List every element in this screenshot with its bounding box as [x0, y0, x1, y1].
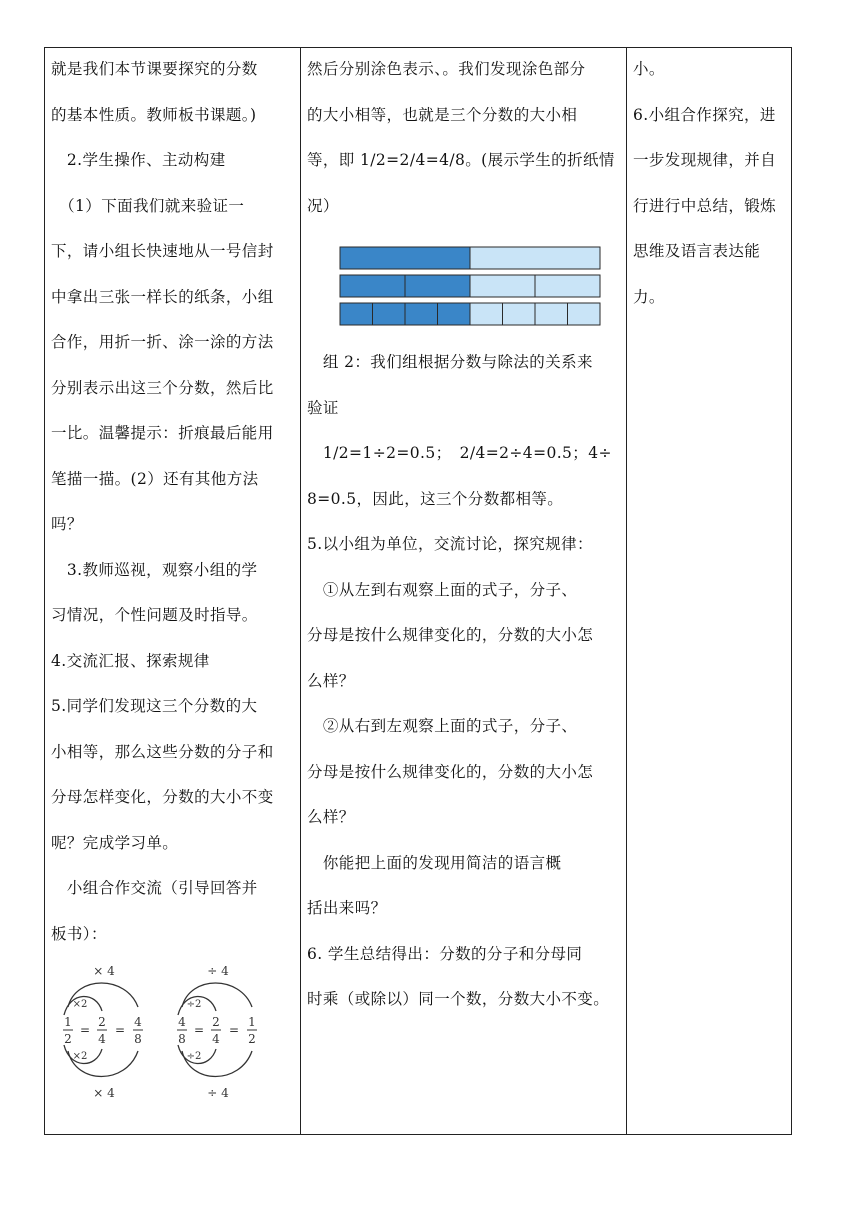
numerator: 1 [248, 1015, 256, 1029]
text-line: 2.学生操作、主动构建 [51, 151, 226, 169]
unshaded-strip-part [503, 303, 536, 325]
text-line: 小。 [633, 60, 665, 78]
unshaded-strip-part [535, 275, 600, 297]
text-line: 下，请小组长快速地从一号信封 [51, 242, 274, 260]
text-line: 分母是按什么规律变化的，分数的大小怎 [307, 762, 594, 781]
denominator: 4 [98, 1032, 106, 1046]
text-line: （1）下面我们就来验证一 [51, 196, 245, 215]
text-line: 合作，用折一折、涂一涂的方法 [51, 333, 274, 351]
text-line: 思维及语言表达能 [633, 242, 761, 260]
text-line: 你能把上面的发现用简洁的语言概 [307, 853, 562, 872]
unshaded-strip-part [470, 275, 535, 297]
outer-bottom-operator: ÷ 4 [207, 1086, 229, 1100]
text-line: ①从左到右观察上面的式子，分子、 [307, 580, 578, 599]
text-line: 况） [307, 196, 339, 215]
outer-top-operator: ÷ 4 [207, 964, 229, 978]
column-design-intent [627, 48, 792, 1135]
unshaded-strip-part [470, 303, 503, 325]
unshaded-strip-part [535, 303, 568, 325]
text-line: 5.以小组为单位，交流讨论，探究规律： [307, 535, 593, 553]
text-line: 习情况，个性问题及时指导。 [51, 606, 258, 624]
inner-bottom-operator: ÷2 [186, 1051, 202, 1062]
text-line: 4.交流汇报、探索规律 [51, 651, 210, 670]
denominator: 8 [178, 1032, 186, 1046]
outer-bottom-operator: × 4 [93, 1086, 115, 1100]
inner-bottom-operator: ×2 [72, 1051, 88, 1062]
shaded-strip-part [405, 303, 438, 325]
text-line: 一步发现规律，并自 [633, 151, 777, 169]
column-student-activity [301, 48, 627, 1135]
equals-sign: = [114, 1023, 126, 1037]
inner-top-operator: ×2 [72, 999, 88, 1010]
denominator: 2 [248, 1032, 256, 1046]
unshaded-strip-part [568, 303, 601, 325]
text-line: 组 2：我们组根据分数与除法的关系来 [307, 353, 593, 371]
text-line: 笔描一描。(2）还有其他方法 [51, 469, 259, 488]
shaded-strip-part [340, 303, 373, 325]
text-line: 验证 [307, 398, 339, 417]
text-line: 么样？ [307, 808, 355, 826]
text-line: 分别表示出这三个分数，然后比 [51, 378, 274, 397]
denominator: 2 [64, 1032, 72, 1046]
text-line: 1/2=1÷2=0.5； 2/4=2÷4=0.5；4÷ [307, 444, 612, 462]
shaded-strip-part [340, 275, 405, 297]
paper-strip-diagram [339, 246, 601, 326]
text-line: 板书）： [51, 924, 107, 943]
column-3-content [627, 48, 791, 1134]
text-line: 行进行中总结，锻炼 [633, 196, 777, 215]
text-line: 5.同学们发现这三个分数的大 [51, 697, 258, 715]
shaded-strip-part [438, 303, 471, 325]
numerator: 1 [64, 1015, 72, 1029]
denominator: 4 [212, 1032, 220, 1046]
text-line: 时乘（或除以）同一个数，分数大小不变。 [307, 990, 610, 1008]
text-line: 就是我们本节课要探究的分数 [51, 60, 258, 78]
text-line: 小相等，那么这些分数的分子和 [51, 742, 274, 761]
text-line: 力。 [633, 287, 665, 306]
text-line: 中拿出三张一样长的纸条，小组 [51, 287, 274, 306]
text-line: 呢？完成学习单。 [51, 833, 179, 852]
numerator: 4 [178, 1015, 186, 1029]
fraction-equivalence-diagram [52, 955, 262, 1105]
text-line: 的大小相等，也就是三个分数的大小相 [307, 105, 578, 124]
outer-top-operator: × 4 [93, 964, 115, 978]
text-line: 3.教师巡视，观察小组的学 [51, 560, 258, 579]
numerator: 4 [134, 1015, 142, 1029]
text-line: 等，即 1/2=2/4=4/8。(展示学生的折纸情 [307, 151, 615, 169]
text-line: 一比。温馨提示：折痕最后能用 [51, 424, 274, 442]
column-2-content [301, 48, 626, 1134]
text-line: 分母怎样变化，分数的大小不变 [51, 788, 274, 806]
shaded-strip-part [405, 275, 470, 297]
text-line: 6. 学生总结得出：分数的分子和分母同 [307, 944, 583, 963]
equals-sign: = [79, 1023, 91, 1037]
text-line: 分母是按什么规律变化的，分数的大小怎 [307, 626, 594, 644]
shaded-strip-part [373, 303, 406, 325]
text-line: 6.小组合作探究，进 [633, 105, 776, 124]
equals-sign: = [228, 1023, 240, 1037]
text-line: 括出来吗？ [307, 899, 387, 917]
text-line: 8=0.5，因此，这三个分数都相等。 [307, 489, 564, 508]
inner-top-operator: ÷2 [186, 999, 202, 1010]
text-line: 吗？ [51, 515, 83, 533]
text-line: 然后分别涂色表示、。我们发现涂色部分 [307, 60, 586, 78]
text-line: 小组合作交流（引导回答并 [51, 879, 258, 897]
text-line: 么样？ [307, 671, 355, 690]
text-line: 的基本性质。教师板书课题。) [51, 105, 257, 124]
numerator: 2 [212, 1015, 220, 1029]
shaded-strip-part [340, 247, 470, 269]
equals-sign: = [193, 1023, 205, 1037]
denominator: 8 [134, 1032, 142, 1046]
text-line: ②从右到左观察上面的式子，分子、 [307, 717, 578, 735]
numerator: 2 [98, 1015, 106, 1029]
unshaded-strip-part [470, 247, 600, 269]
